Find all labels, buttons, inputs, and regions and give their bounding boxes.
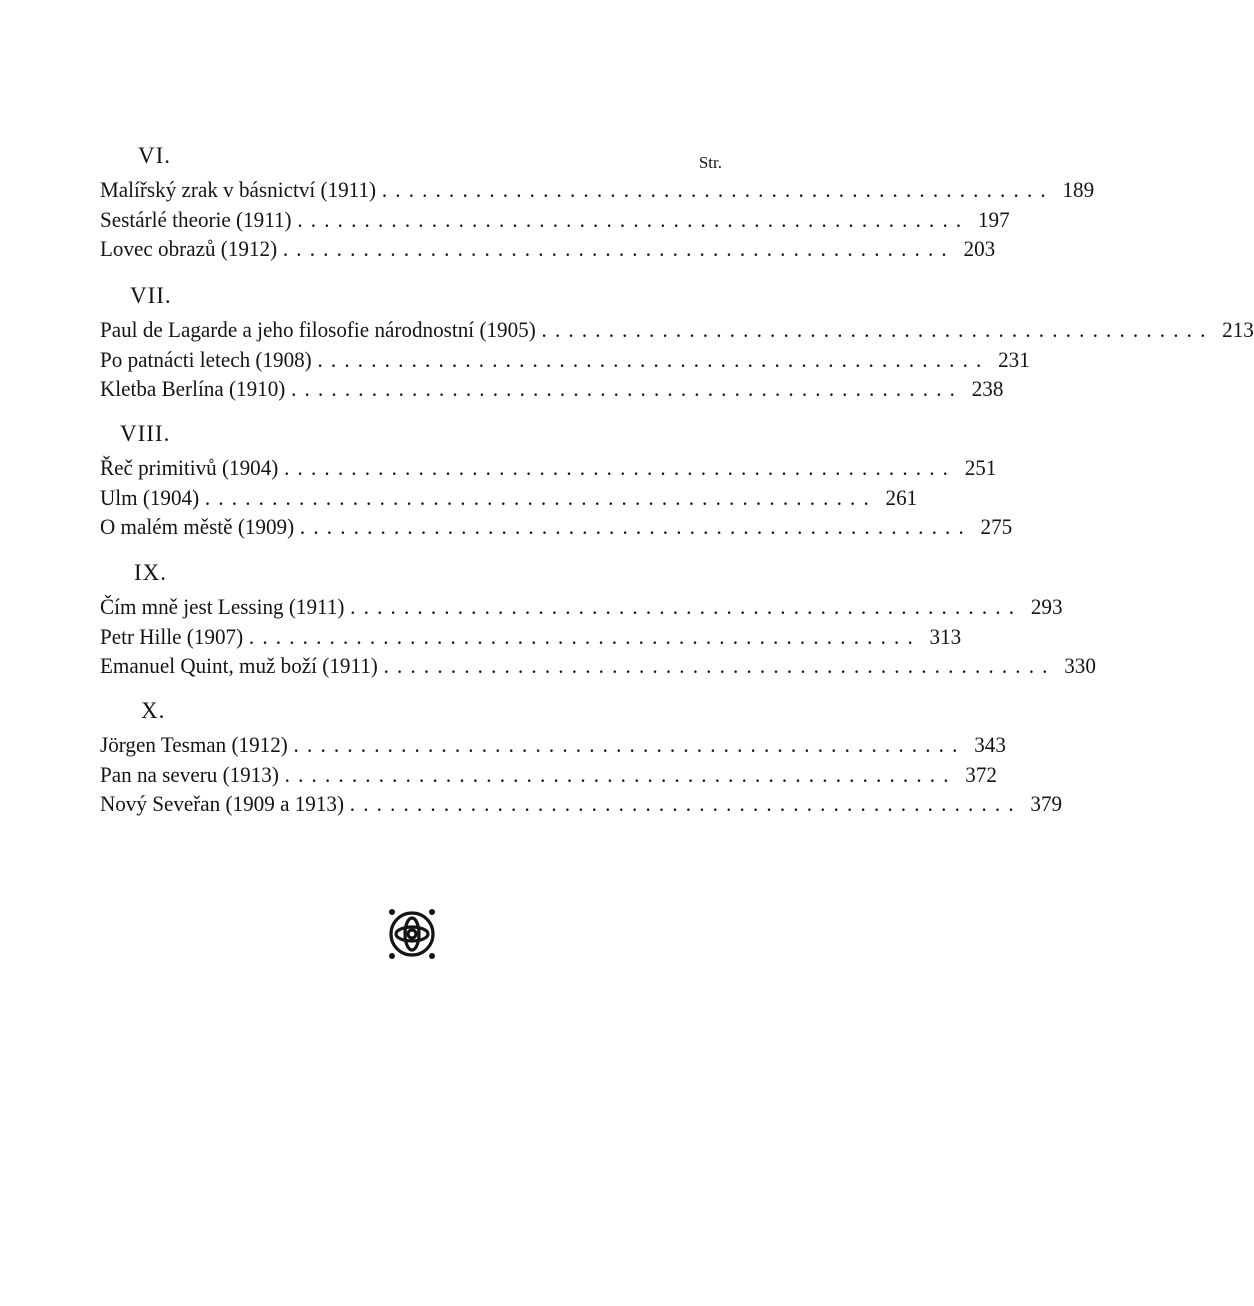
toc-entry[interactable] bbox=[100, 512, 1013, 542]
entry-title: Paul de Lagarde a jeho filosofie národnostní (1905) bbox=[100, 317, 536, 342]
knot-ornament-icon bbox=[384, 906, 440, 962]
dot-leader: .................................................. bbox=[291, 376, 964, 401]
toc-entry[interactable] bbox=[100, 374, 1004, 404]
entry-page-number: 189 bbox=[1062, 177, 1095, 202]
entry-title: Sestárlé theorie (1911) bbox=[100, 206, 292, 232]
dot-leader: .................................................. bbox=[381, 177, 1054, 202]
dot-leader: .................................................. bbox=[284, 455, 957, 480]
entry-page-number: 231 bbox=[998, 346, 1030, 372]
entry-title: Čím mně jest Lessing (1911) bbox=[100, 594, 345, 619]
entry-title: Kletba Berlína (1910) bbox=[100, 376, 286, 401]
entry-page-number: 343 bbox=[974, 732, 1006, 757]
toc-section-vi bbox=[100, 143, 1095, 264]
toc-entry[interactable] bbox=[100, 234, 996, 264]
entry-page-number: 203 bbox=[963, 236, 996, 261]
toc-section-ix bbox=[100, 560, 1096, 681]
entry-title: Pan na severu (1913) bbox=[100, 761, 279, 787]
entry-page-number: 238 bbox=[971, 376, 1004, 401]
entry-page-number: 379 bbox=[1030, 791, 1063, 816]
entry-page-number: 330 bbox=[1064, 653, 1096, 678]
toc-entry[interactable] bbox=[100, 760, 997, 790]
entry-page-number: 372 bbox=[965, 761, 997, 787]
toc-entry[interactable] bbox=[100, 483, 918, 513]
dot-leader: .................................................. bbox=[248, 623, 921, 649]
entry-page-number: 275 bbox=[980, 514, 1013, 539]
entry-title: Ulm (1904) bbox=[100, 484, 200, 510]
toc-section-viii bbox=[100, 421, 1013, 542]
toc-entry[interactable] bbox=[100, 592, 1063, 622]
dot-leader: .................................................. bbox=[284, 761, 957, 787]
toc-entry[interactable] bbox=[100, 622, 962, 652]
page-column-label: Str. bbox=[698, 153, 722, 172]
section-header bbox=[100, 283, 722, 315]
dot-leader: .................................................. bbox=[349, 791, 1022, 816]
entry-title: Po patnácti letech (1908) bbox=[100, 346, 312, 372]
entry-page-number: 197 bbox=[977, 206, 1010, 232]
dot-leader: .................................................. bbox=[282, 236, 955, 261]
dot-leader: .................................................. bbox=[350, 594, 1023, 619]
dot-leader: .................................................. bbox=[299, 514, 972, 539]
section-header bbox=[100, 698, 722, 730]
section-numeral: VI. bbox=[138, 143, 172, 168]
toc-entry[interactable] bbox=[100, 175, 1095, 205]
entry-page-number: 261 bbox=[885, 484, 918, 510]
section-numeral: X. bbox=[141, 698, 166, 723]
entry-title: O malém městě (1909) bbox=[100, 514, 295, 539]
section-numeral: VII. bbox=[130, 283, 172, 308]
section-header bbox=[100, 143, 722, 175]
entry-page-number: 293 bbox=[1030, 594, 1063, 619]
toc-section-x bbox=[100, 698, 1063, 819]
entry-title: Nový Seveřan (1909 a 1913) bbox=[100, 791, 345, 816]
section-header bbox=[100, 421, 722, 453]
dot-leader: .................................................. bbox=[204, 484, 877, 510]
entry-title: Malířský zrak v básnictví (1911) bbox=[100, 177, 377, 202]
section-numeral: IX. bbox=[134, 560, 168, 585]
entry-page-number: 213 bbox=[1222, 317, 1254, 342]
entry-title: Lovec obrazů (1912) bbox=[100, 236, 278, 261]
section-header bbox=[100, 560, 722, 592]
entry-title: Řeč primitivů (1904) bbox=[100, 455, 279, 480]
dot-leader: .................................................. bbox=[297, 206, 970, 232]
dot-leader: .................................................. bbox=[293, 732, 966, 757]
entry-title: Petr Hille (1907) bbox=[100, 623, 244, 649]
toc-entry[interactable] bbox=[100, 453, 997, 483]
dot-leader: .................................................. bbox=[317, 346, 990, 372]
toc-section-vii bbox=[100, 283, 1254, 404]
toc-entry[interactable] bbox=[100, 315, 1254, 345]
dot-leader: .................................................. bbox=[541, 317, 1214, 342]
toc-entry[interactable] bbox=[100, 345, 1030, 375]
entry-title: Jörgen Tesman (1912) bbox=[100, 732, 288, 757]
entry-page-number: 251 bbox=[964, 455, 997, 480]
entry-title: Emanuel Quint, muž boží (1911) bbox=[100, 653, 378, 678]
entry-page-number: 313 bbox=[929, 623, 962, 649]
toc-entry[interactable] bbox=[100, 789, 1063, 819]
toc-entry[interactable] bbox=[100, 651, 1096, 681]
section-numeral: VIII. bbox=[120, 421, 171, 446]
toc-entry[interactable] bbox=[100, 730, 1006, 760]
dot-leader: .................................................. bbox=[383, 653, 1056, 678]
toc-entry[interactable] bbox=[100, 205, 1010, 235]
